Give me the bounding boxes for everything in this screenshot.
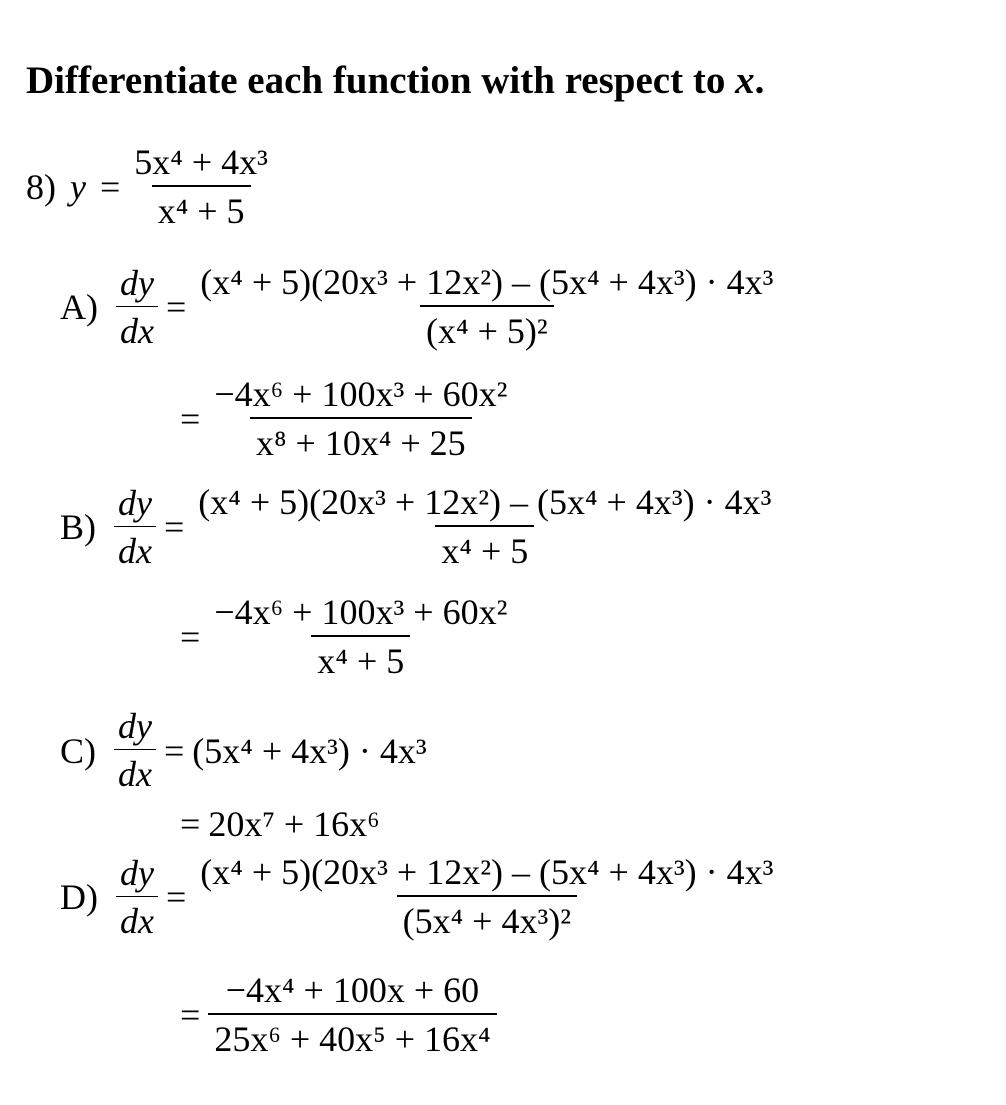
option-d-step1-denominator: (5x⁴ + 4x³)²: [397, 895, 577, 942]
option-b-step1-fraction: [192, 482, 777, 573]
option-b-step2-numerator: −4x⁶ + 100x³ + 60x²: [214, 592, 508, 632]
option-b-step2-denominator: x⁴ + 5: [311, 635, 410, 682]
equals-sign: =: [180, 617, 201, 658]
question-denominator: x⁴ + 5: [152, 185, 251, 232]
equals-sign: =: [180, 995, 201, 1036]
equals-sign: =: [165, 287, 187, 328]
dy-dx: [116, 263, 158, 353]
option-d-step1-numerator: (x⁴ + 5)(20x³ + 12x²) – (5x⁴ + 4x³) · 4x³: [200, 852, 774, 892]
option-d-step1[interactable]: [60, 852, 779, 943]
option-b-step2-fraction: [208, 592, 513, 683]
equals-sign: =: [180, 804, 201, 844]
option-d-label[interactable]: D): [60, 877, 98, 918]
option-b-step1-numerator: (x⁴ + 5)(20x³ + 12x²) – (5x⁴ + 4x³) · 4x³: [198, 482, 772, 522]
option-a-step2-denominator: x⁸ + 10x⁴ + 25: [250, 417, 472, 464]
option-a-step1-denominator: (x⁴ + 5)²: [420, 305, 554, 352]
question-numerator: 5x⁴ + 4x³: [134, 142, 268, 182]
option-d-step2: [172, 970, 497, 1061]
option-b-step1-denominator: x⁴ + 5: [435, 525, 534, 572]
option-a-label[interactable]: A): [60, 287, 98, 328]
instructions-var: x: [735, 59, 755, 102]
dx: dx: [114, 749, 156, 795]
instructions-text: Differentiate each function with respect to: [26, 59, 736, 102]
question-fraction: [128, 142, 274, 233]
equals-sign: =: [165, 877, 187, 918]
dy-dx: [116, 853, 158, 943]
option-c-step1[interactable]: [60, 706, 427, 796]
equals-sign: =: [163, 730, 185, 771]
option-b-step1[interactable]: [60, 482, 777, 573]
option-c-label[interactable]: C): [60, 730, 96, 771]
dy-dx: [114, 706, 156, 796]
option-c-step2-expression: 20x⁷ + 16x⁶: [208, 804, 380, 844]
option-a-step1-fraction: [194, 262, 779, 353]
option-d-step1-fraction: [194, 852, 779, 943]
dx: dx: [116, 306, 158, 352]
dy: dy: [118, 482, 152, 523]
instructions-dot: .: [754, 59, 765, 102]
equals-sign: =: [99, 167, 121, 208]
option-a-step1[interactable]: [60, 262, 779, 353]
dy: dy: [118, 706, 152, 746]
option-d-step2-numerator: −4x⁴ + 100x + 60: [225, 970, 480, 1010]
instructions: [26, 58, 764, 103]
option-d-step2-denominator: 25x⁶ + 40x⁵ + 16x⁴: [208, 1013, 496, 1060]
option-b-label[interactable]: B): [60, 507, 96, 548]
equals-sign: =: [180, 399, 201, 440]
dx: dx: [114, 526, 156, 572]
option-a-step2-fraction: [208, 374, 513, 465]
option-c-step2: [172, 803, 380, 845]
dy: dy: [120, 852, 154, 893]
option-a-step2: [172, 374, 513, 465]
question-number: 8): [26, 167, 56, 208]
dx: dx: [116, 896, 158, 942]
question-line: [26, 142, 274, 233]
option-d-step2-fraction: [208, 970, 496, 1061]
equals-sign: =: [163, 507, 185, 548]
option-c-step1-expression: (5x⁴ + 4x³) · 4x³: [192, 730, 427, 771]
question-lhs: y: [70, 167, 86, 208]
dy: dy: [120, 262, 154, 303]
dy-dx: [114, 483, 156, 573]
option-a-step2-numerator: −4x⁶ + 100x³ + 60x²: [214, 374, 508, 414]
option-a-step1-numerator: (x⁴ + 5)(20x³ + 12x²) – (5x⁴ + 4x³) · 4x³: [200, 262, 774, 302]
option-b-step2: [172, 592, 513, 683]
